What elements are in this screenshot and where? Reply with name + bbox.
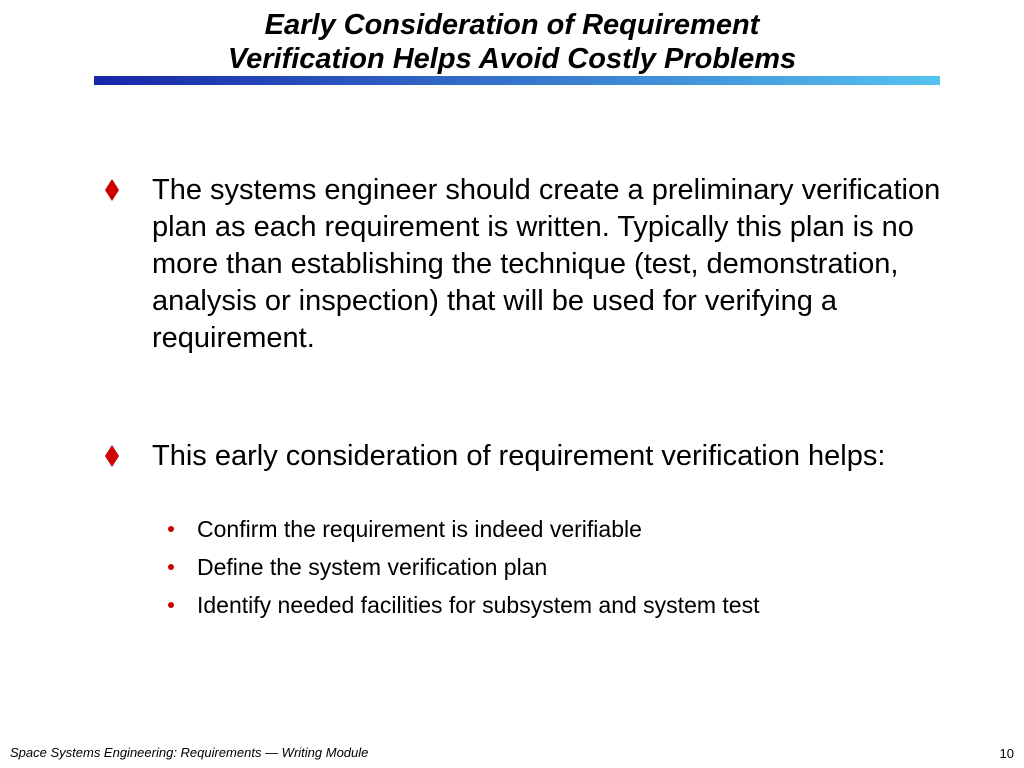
slide-title xyxy=(0,8,1024,76)
sub-bullet-text: Define the system verification plan xyxy=(197,554,548,580)
footer-course-title: Space Systems Engineering: Requirements — Writing Module xyxy=(10,745,369,760)
sub-bullet-text: Confirm the requirement is indeed verifiable xyxy=(197,516,642,542)
diamond-bullet-icon xyxy=(100,175,124,205)
title-underline-rule xyxy=(94,76,940,85)
sub-bullet-item xyxy=(163,514,963,552)
sub-bullet-item xyxy=(163,590,963,628)
dot-bullet-icon xyxy=(168,526,174,532)
bullet-text: This early consideration of requirement verification helps: xyxy=(152,440,886,472)
sub-bullet-list xyxy=(163,514,963,628)
slide-title-line-2: Verification Helps Avoid Costly Problems xyxy=(227,43,797,75)
bullet-text: The systems engineer should create a preliminary verification plan as each requirement is written. Typically this plan is no more than establishing the technique (test, demonstration, analysis or inspection) that will be used for verifying a requirement. xyxy=(152,174,941,354)
sub-bullet-item xyxy=(163,552,963,590)
dot-bullet-icon xyxy=(168,564,174,570)
dot-bullet-icon xyxy=(168,602,174,608)
diamond-bullet-icon xyxy=(100,441,124,471)
sub-bullet-text: Identify needed facilities for subsystem and system test xyxy=(197,592,760,618)
page-number: 10 xyxy=(999,746,1014,761)
slide-title-line-1: Early Consideration of Requirement xyxy=(264,9,760,41)
